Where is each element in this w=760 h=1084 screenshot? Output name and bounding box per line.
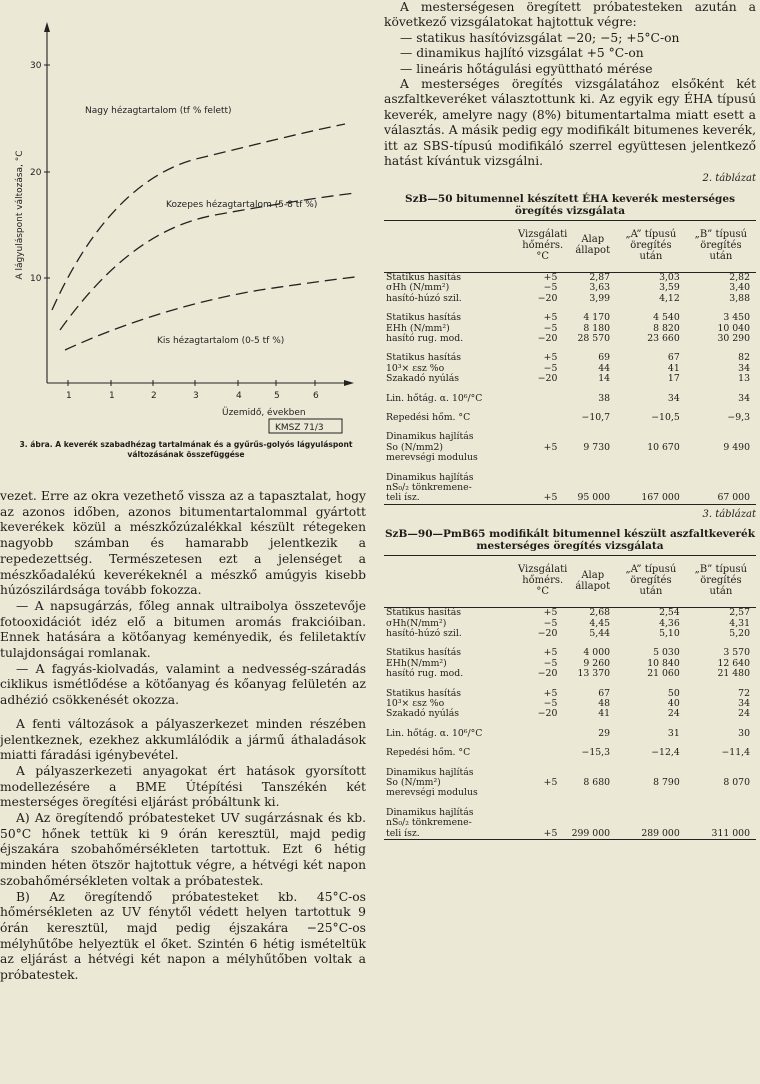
cell-b: 34 xyxy=(738,698,750,710)
cell-a: 50 xyxy=(667,687,680,699)
x-tick-label: 1 xyxy=(66,391,72,401)
cell-property: teli ísz. xyxy=(384,493,516,504)
cell-temp: +5 xyxy=(543,687,558,699)
table-row xyxy=(384,374,756,384)
y-tick-label: 10 xyxy=(30,274,42,284)
cell-a: 34 xyxy=(667,392,680,404)
cell-base: 4,45 xyxy=(589,617,611,629)
cell-base: 9 260 xyxy=(583,657,611,669)
cell-base: 299 000 xyxy=(569,829,616,840)
table-row xyxy=(384,709,756,719)
paragraph: vezet. Erre az okra vezethető vissza az a tapasztalat, hogy az azonos időben, azonos bitumentartalommal gyártott keverékek közül a mészkőzúzalékkal készült rétegeken nagyobb számban és hamarabb jelentkezik a repedezettség. Természetesen ezt a jelenséget a mészkőadalékú keverékeknél a mészkő amúgyis kisebb húzószilárdsága tovább fokozza. xyxy=(0,489,366,598)
paragraph: A fenti változások a pályaszerkezet minden részében jelentkeznek, ezekhez akkumlálódik a jármű áthaladások miatti fáradási igénybevétel. xyxy=(0,716,366,763)
y-axis-label: A lágyuláspont változása, °C xyxy=(15,150,25,280)
cell-b: 21 480 xyxy=(717,668,750,680)
cell-temp: −5 xyxy=(543,698,558,710)
cell-base xyxy=(569,788,616,798)
cell-property: σHh(N/mm²) xyxy=(386,617,447,629)
cell-a: 21 060 xyxy=(647,668,680,680)
cell-temp xyxy=(516,483,569,493)
curve-high-void xyxy=(52,124,345,310)
cell-property: Statikus hasítás xyxy=(386,352,462,364)
x-tick-label: 3 xyxy=(193,391,199,401)
cell-temp: +5 xyxy=(543,312,558,324)
cell-a: 67 xyxy=(667,352,680,364)
header-base: Alap állapot xyxy=(575,234,611,257)
cell-temp xyxy=(516,818,569,828)
cell-property: Statikus hasítás xyxy=(386,312,462,324)
cell-base: 48 xyxy=(598,698,611,710)
table-row xyxy=(384,748,756,758)
cell-property: Dinamikus hajlítás xyxy=(386,471,474,483)
cell-b: 8 070 xyxy=(723,777,750,789)
cell-a: −10,5 xyxy=(651,411,680,423)
curve-label-high: Nagy hézagtartalom (tf % felett) xyxy=(85,106,232,116)
paragraph: A mesterséges öregítés vizsgálatához elsőként két aszfaltkeveréket választottunk ki. Az egyik egy ÉHA típusú keverék, amelyre nagy (8%) bitumentartalma miatt esett a választás. A másik pedig egy modifikált bitumenes keverék, itt az SBS-típusú modifikáló szerrel együttesen jelentkező hatást kívántuk vizsgálni. xyxy=(384,77,756,169)
cell-base: 3,63 xyxy=(589,282,611,294)
cell-base: 67 xyxy=(598,687,611,699)
table-row xyxy=(384,493,756,504)
cell-a: 4 540 xyxy=(653,312,680,324)
curve-label-low: Kis hézagtartalom (0-5 tf %) xyxy=(157,336,285,346)
cell-base: 41 xyxy=(598,708,611,720)
cell-base: 29 xyxy=(598,727,611,739)
softening-point-diagram xyxy=(0,0,372,440)
cell-a: 17 xyxy=(667,373,680,385)
table-row xyxy=(384,788,756,798)
cell-b: 24 xyxy=(738,708,750,720)
cell-b: 9 490 xyxy=(723,441,750,453)
cell-base: 4 000 xyxy=(583,647,611,659)
table-3 xyxy=(384,555,756,840)
list-item: — dinamikus hajlító vizsgálat +5 °C-on xyxy=(400,46,644,61)
table-title: SzB—50 bitumennel készített ÉHA keverék mesterséges öregítés vizsgálata xyxy=(405,192,735,217)
cell-a: 24 xyxy=(667,708,680,720)
cell-a: 31 xyxy=(667,727,680,739)
cell-temp xyxy=(516,413,569,423)
y-tick-label: 30 xyxy=(30,61,42,71)
header-b: „B” típusú öregítés után xyxy=(694,228,748,262)
x-tick-label: 2 xyxy=(151,391,157,401)
cell-b: 5,20 xyxy=(729,628,750,639)
table-row xyxy=(384,669,756,679)
cell-property: 10³× εsz %o xyxy=(386,698,445,710)
cell-property: 10³× εsz %o xyxy=(386,362,445,374)
cell-temp: −20 xyxy=(537,628,558,639)
cell-b: 3 450 xyxy=(723,312,750,324)
cell-temp: −20 xyxy=(537,373,558,385)
paragraph: B) Az öregítendő próbatesteket kb. 45°C-os hőmérsékleten az UV fénytől védett helyen tartottuk 9 órán keresztül, majd pedig éjszakára −25°C-os mélyhűtőbe helyeztük el őket. Szintén 6 hétig ismételtük az eljárást a hétvégi két napon a mélyhűtőben voltak a próbatestek. xyxy=(0,889,366,983)
cell-b: −11,4 xyxy=(721,747,750,759)
cell-base: 13 370 xyxy=(577,668,611,680)
cell-base xyxy=(569,808,616,818)
cell-a xyxy=(616,453,686,463)
table-row xyxy=(384,608,756,619)
cell-b: 311 000 xyxy=(686,829,756,840)
table-number: 2. táblázat xyxy=(702,173,756,185)
cell-a: 23 660 xyxy=(647,332,680,344)
cell-a: 167 000 xyxy=(616,493,686,504)
cell-b: 4,31 xyxy=(729,617,750,629)
table-row xyxy=(384,334,756,344)
cell-b xyxy=(686,453,756,463)
cell-temp: −5 xyxy=(543,362,558,374)
cell-temp: −5 xyxy=(543,617,558,629)
header-base: Alap állapot xyxy=(575,569,611,592)
table-row xyxy=(384,313,756,323)
table-header-row xyxy=(384,220,756,272)
cell-b: 3 570 xyxy=(723,647,750,659)
paragraph: — A fagyás-kiolvadás, valamint a nedvesség-száradás ciklikus ismétlődése a kötőanyag és kőanyag felületén az adhézió csökkenését okozza. xyxy=(0,661,366,708)
cell-temp: −20 xyxy=(537,332,558,344)
cell-temp: +5 xyxy=(516,829,569,840)
cell-property: Repedési hőm. °C xyxy=(386,411,471,423)
table-row xyxy=(384,394,756,404)
cell-a: 3,59 xyxy=(659,282,680,294)
cell-base: 9 730 xyxy=(583,441,611,453)
y-tick-label: 20 xyxy=(30,168,42,178)
cell-temp: −20 xyxy=(537,668,558,680)
cell-b: 2,57 xyxy=(729,607,750,619)
cell-b xyxy=(686,808,756,818)
cell-b: −9,3 xyxy=(727,411,750,423)
table-number: 3. táblázat xyxy=(702,508,756,520)
stamp-label: KMSZ 71/3 xyxy=(275,423,324,433)
figure-3 xyxy=(0,0,372,459)
cell-b: 2,82 xyxy=(729,271,750,283)
table-row xyxy=(384,829,756,840)
cell-b: 10 040 xyxy=(717,322,750,334)
cell-b: 67 000 xyxy=(686,493,756,504)
cell-property: EHh (N/mm²) xyxy=(386,322,450,334)
right-intro xyxy=(384,0,756,840)
cell-b xyxy=(686,473,756,483)
cell-temp: +5 xyxy=(543,441,558,453)
cell-property: hasító-húzó szil. xyxy=(386,292,462,304)
cell-base: 28 570 xyxy=(577,332,611,344)
cell-temp xyxy=(516,453,569,463)
cell-b: 3,40 xyxy=(729,282,750,294)
table-row xyxy=(384,483,756,493)
cell-temp xyxy=(516,768,569,778)
cell-property: Dinamikus hajlítás xyxy=(386,431,474,443)
cell-base xyxy=(569,453,616,463)
paragraph: A pályaszerkezeti anyagokat ért hatások gyorsított modellezésére a BME Útépítési Tanszékén két mesterséges öregítési eljárást próbáltunk ki. xyxy=(0,763,366,810)
paragraph: — A napsugárzás, főleg annak ultraibolya összetevője fotooxidációt idéz elő a bitumen aromás frakcióiban. Ennek hatására a kötőanyag keményedik, és feliletaktív tulajdonságai romlanak. xyxy=(0,598,366,661)
cell-b: 12 640 xyxy=(717,657,750,669)
cell-property: So (N/mm²) xyxy=(386,777,441,789)
header-temp: Vizsgálati hőmérs. °C xyxy=(518,228,568,262)
cell-base: 44 xyxy=(598,362,611,374)
cell-base: 69 xyxy=(598,352,611,364)
cell-a: 5 030 xyxy=(653,647,680,659)
table-row xyxy=(384,818,756,828)
cell-a: 2,54 xyxy=(659,607,680,619)
cell-temp: +5 xyxy=(516,493,569,504)
cell-temp xyxy=(516,808,569,818)
table-row xyxy=(384,413,756,423)
cell-property: Dinamikus hajlítás xyxy=(386,766,474,778)
cell-property: Szakadó nyúlás xyxy=(386,373,460,385)
cell-property: hasító rug. mod. xyxy=(386,668,464,680)
header-property xyxy=(384,556,516,608)
x-tick-label: 4 xyxy=(236,391,242,401)
cell-temp: −5 xyxy=(543,282,558,294)
cell-a: 3,03 xyxy=(659,271,680,283)
x-axis-arrow xyxy=(344,380,354,386)
cell-base: 38 xyxy=(598,392,611,404)
cell-property: Dinamikus hajlítás xyxy=(386,806,474,818)
header-a: „A” típusú öregítés után xyxy=(625,228,677,262)
curve-label-medium: Kozepes hézagtartalom (5-8 tf %) xyxy=(166,200,318,210)
cell-base: 14 xyxy=(598,373,611,385)
cell-base: 3,99 xyxy=(589,292,611,304)
table-title: SzB—90—PmB65 modifikált bitumennel készült aszfaltkeverék mesterséges öregítés vizsgálata xyxy=(384,528,756,553)
x-axis-label: Üzemidő, években xyxy=(222,408,306,418)
cell-property: σHh (N/mm²) xyxy=(386,282,450,294)
cell-b: 13 xyxy=(738,373,750,385)
table-row xyxy=(384,629,756,639)
cell-property: teli ísz. xyxy=(384,829,516,840)
cell-base: 8 180 xyxy=(583,322,611,334)
cell-a: 5,10 xyxy=(659,628,680,639)
cell-temp: +5 xyxy=(543,607,558,619)
paragraph: A) Az öregítendő próbatesteket UV sugárzásnak és kb. 50°C hőnek tettük ki 9 órán keresztül, majd pedig éjszakára szobahőmérsékleten tartottuk. Ezt 6 hétig minden héten ötször hajtottuk végre, a hétvégi két napon szobahőmérsékleten voltak a próbatestek. xyxy=(0,811,366,888)
cell-a: 289 000 xyxy=(616,829,686,840)
cell-a: −12,4 xyxy=(651,747,680,759)
table-3-body xyxy=(384,608,756,840)
cell-a: 8 790 xyxy=(653,777,680,789)
table-2-body xyxy=(384,272,756,504)
cell-temp: +5 xyxy=(543,352,558,364)
paragraph: A mesterségesen öregített próbatesteken azután a következő vizsgálatokat hajtottuk végre: xyxy=(384,0,756,30)
cell-property: nS₀/₂ tönkremene- xyxy=(386,481,472,493)
cell-a xyxy=(616,788,686,798)
cell-a: 8 820 xyxy=(653,322,680,334)
y-axis-arrow xyxy=(44,22,50,32)
left-body-text xyxy=(0,489,366,984)
table-row xyxy=(384,453,756,463)
x-tick-label: 6 xyxy=(313,391,319,401)
cell-property: EHh(N/mm²) xyxy=(386,657,447,669)
cell-base: 2,87 xyxy=(589,271,611,283)
cell-property: Statikus hasítás xyxy=(386,271,462,283)
cell-base: 2,68 xyxy=(589,607,611,619)
cell-base: 4 170 xyxy=(583,312,611,324)
cell-base xyxy=(569,473,616,483)
table-header-row xyxy=(384,556,756,608)
cell-property: hasító rug. mod. xyxy=(386,332,464,344)
cell-a: 10 840 xyxy=(647,657,680,669)
cell-b: 30 xyxy=(738,727,750,739)
cell-b: 34 xyxy=(738,392,750,404)
cell-base: −15,3 xyxy=(581,747,611,759)
cell-property: nS₀/₂ tönkremene- xyxy=(386,817,472,829)
cell-property: Lin. hőtág. α. 10⁶/°C xyxy=(386,727,483,739)
cell-b: 82 xyxy=(738,352,750,364)
cell-base: 95 000 xyxy=(569,493,616,504)
cell-temp xyxy=(516,394,569,404)
cell-property: So (N/mm2) xyxy=(386,441,443,453)
cell-property: merevségi modulus xyxy=(386,787,478,799)
cell-temp xyxy=(516,788,569,798)
cell-temp xyxy=(516,473,569,483)
cell-b: 72 xyxy=(738,687,750,699)
cell-b: 30 290 xyxy=(717,332,750,344)
cell-base: 5,44 xyxy=(589,628,611,639)
cell-property: Statikus hasítás xyxy=(386,607,462,619)
x-tick-label: 1 xyxy=(109,391,115,401)
cell-a: 40 xyxy=(667,698,680,710)
header-temp: Vizsgálati hőmérs. °C xyxy=(518,564,568,598)
cell-property: hasító-húzó szil. xyxy=(386,628,462,639)
cell-temp: −20 xyxy=(537,708,558,720)
cell-b: 3,88 xyxy=(729,292,750,304)
cell-a xyxy=(616,808,686,818)
cell-base: −10,7 xyxy=(581,411,611,423)
header-property xyxy=(384,220,516,272)
cell-temp: −5 xyxy=(543,657,558,669)
cell-temp xyxy=(516,748,569,758)
cell-property: Statikus hasítás xyxy=(386,647,462,659)
cell-temp xyxy=(516,729,569,739)
cell-temp: +5 xyxy=(543,271,558,283)
list-item: — lineáris hőtágulási együttható mérése xyxy=(400,61,653,76)
cell-a: 10 670 xyxy=(647,441,680,453)
cell-temp: +5 xyxy=(543,647,558,659)
cell-temp: +5 xyxy=(543,777,558,789)
cell-b xyxy=(686,788,756,798)
cell-property: merevségi modulus xyxy=(386,452,478,464)
list-item: — statikus hasítóvizsgálat −20; −5; +5°C-on xyxy=(400,30,680,45)
header-b: „B” típusú öregítés után xyxy=(694,564,748,598)
cell-property: Szakadó nyúlás xyxy=(386,708,460,720)
table-row xyxy=(384,729,756,739)
table-2 xyxy=(384,220,756,505)
cell-b: 34 xyxy=(738,362,750,374)
x-tick-label: 5 xyxy=(274,391,280,401)
cell-a: 41 xyxy=(667,362,680,374)
cell-property: Repedési hőm. °C xyxy=(386,747,471,759)
table-row xyxy=(384,294,756,304)
cell-property: Statikus hasítás xyxy=(386,687,462,699)
figure-caption: 3. ábra. A keverék szabadhézag tartalmának és a gyűrűs-golyós lágyuláspont változásának összefüggése xyxy=(19,440,353,459)
cell-temp: −5 xyxy=(543,322,558,334)
cell-a xyxy=(616,473,686,483)
cell-temp xyxy=(516,432,569,442)
cell-property: Lin. hőtág. α. 10⁶/°C xyxy=(386,392,483,404)
cell-base: 8 680 xyxy=(583,777,611,789)
cell-a: 4,12 xyxy=(659,292,680,304)
header-a: „A” típusú öregítés után xyxy=(625,564,677,598)
cell-a: 4,36 xyxy=(659,617,680,629)
cell-temp: −20 xyxy=(537,292,558,304)
curve-medium-void xyxy=(60,193,355,330)
